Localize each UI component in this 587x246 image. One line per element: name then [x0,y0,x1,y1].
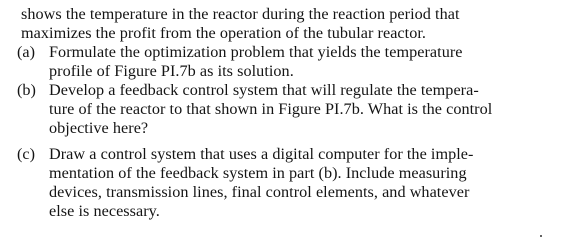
item-c-line-3: devices, transmission lines, final control elements, and whatever [49,183,470,201]
item-c-line-4: else is necessary. [49,202,160,220]
stray-dot [540,235,542,237]
item-a-label: (a) [17,43,35,61]
intro-line-2: maximizes the profit from the operation of the tubular reactor. [21,24,426,42]
item-c-label: (c) [17,145,35,163]
item-b-line-1: Develop a feedback control system that will regulate the tempera- [49,81,479,99]
item-a-line-2: profile of Figure PI.7b as its solution. [49,62,294,80]
item-b-label: (b) [17,81,36,99]
item-b-line-2: ture of the reactor to that shown in Figure PI.7b. What is the control [49,100,493,118]
item-b-line-3: objective here? [49,119,149,137]
item-a-line-1: Formulate the optimization problem that yields the temperature [49,43,463,61]
item-c-line-1: Draw a control system that uses a digital computer for the imple- [49,145,474,163]
item-c-line-2: mentation of the feedback system in part (b). Include measuring [49,164,467,182]
intro-line-1: shows the temperature in the reactor during the reaction period that [21,5,460,23]
